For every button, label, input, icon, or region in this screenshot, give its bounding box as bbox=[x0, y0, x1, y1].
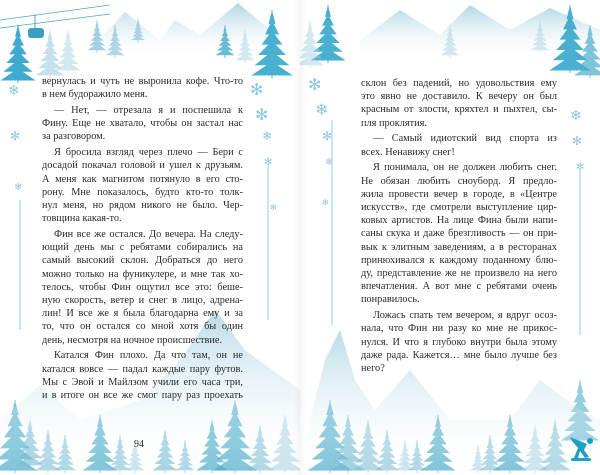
text-line: нала, что Фин ни разу ко мне не прикос- bbox=[361, 323, 557, 335]
right-page bbox=[300, 0, 600, 475]
text-line: принюхивался к каждому поданному блю- bbox=[361, 254, 557, 266]
text-line: красным от злости, кряхтел и пыхтел, сы- bbox=[361, 104, 557, 116]
paragraph bbox=[42, 146, 243, 225]
svg-text:❄: ❄ bbox=[315, 102, 329, 119]
text-line: Ложась спать тем вечером, я вдруг осоз- bbox=[373, 310, 557, 322]
svg-text:✻: ✻ bbox=[270, 203, 277, 212]
text-line: — Самый идиотский вид спорта из bbox=[373, 133, 557, 145]
svg-text:❄: ❄ bbox=[325, 157, 334, 168]
svg-text:❄: ❄ bbox=[14, 182, 23, 193]
svg-text:❄: ❄ bbox=[262, 129, 273, 143]
text-line: можно только на фуникулере, и мне так хо- bbox=[42, 268, 243, 280]
text-line: катался вовсе — падал каждые пару футов. bbox=[42, 363, 243, 375]
page-number: 94 bbox=[134, 439, 144, 450]
text-line: жила провести вечер в городе, в «Центре bbox=[361, 188, 557, 200]
text-line: ную скорость, ветер и снег в лицо, адрена- bbox=[42, 295, 243, 307]
text-line: саны скука и даже брезгливость — он при- bbox=[361, 228, 557, 240]
paragraph bbox=[361, 161, 557, 306]
paragraph bbox=[361, 309, 557, 375]
text-line: рону. Мне показалось, будто кто-то толк- bbox=[42, 186, 243, 198]
text-line: даже рада. Кажется… мне было лучше без bbox=[361, 349, 557, 361]
right-page-text bbox=[361, 77, 557, 378]
text-line: вернулась и чуть не выронила кофе. Что-то bbox=[42, 76, 243, 87]
text-line: Я бросила взгляд через плечо — Бери с bbox=[54, 147, 243, 159]
svg-text:❄: ❄ bbox=[570, 109, 582, 124]
text-line: нул меня, но рядом никого не было. Чер- bbox=[42, 200, 243, 212]
text-line: то, что он остался со мной хотя бы один bbox=[42, 321, 243, 333]
text-line: Фин все же остался. До вечера. На следу- bbox=[54, 229, 243, 241]
paragraph bbox=[361, 132, 557, 158]
text-line: и в итоге он все же смог пару раз проехать bbox=[42, 390, 243, 402]
text-line: ковых артистов. На лице Фина были напи- bbox=[361, 215, 557, 227]
text-line: пля проклятия. bbox=[361, 117, 427, 129]
text-line: вык к элитным заведениям, а в ресторанах bbox=[361, 241, 557, 253]
svg-text:✻: ✻ bbox=[250, 82, 264, 99]
text-line: склон без падений, но удовольствия ему bbox=[361, 78, 557, 89]
text-line: — Нет, — отрезала я и поспешила к bbox=[54, 105, 243, 116]
paragraph bbox=[42, 75, 243, 101]
text-line: искусств», где смотрели выступление цир- bbox=[361, 202, 557, 214]
text-line: понравилось. bbox=[361, 294, 420, 306]
paragraph bbox=[42, 104, 243, 144]
svg-text:✻: ✻ bbox=[264, 157, 273, 168]
left-page-text bbox=[42, 75, 243, 405]
text-line: всех. Ненавижу снег! bbox=[361, 146, 455, 158]
text-line: лин! И все же я была благодарна ему и за bbox=[42, 308, 243, 320]
text-line: него? bbox=[361, 363, 385, 375]
svg-text:✻: ✻ bbox=[322, 198, 329, 207]
text-line: А меня как магнитом потянуло в его сто- bbox=[42, 173, 243, 185]
paragraph bbox=[42, 228, 243, 347]
svg-text:✻: ✻ bbox=[322, 129, 333, 143]
text-line: досадой покачал головой и ушел к друзьям. bbox=[42, 160, 243, 172]
paragraph bbox=[361, 77, 557, 130]
svg-text:✻: ✻ bbox=[308, 77, 322, 94]
text-line: товщина какая-то. bbox=[42, 213, 122, 225]
text-line: ющий день мы с ребятами собирались на bbox=[42, 242, 243, 254]
text-line: впечатления. А вот мне с ребятами очень bbox=[361, 281, 557, 293]
text-line: Мы с Эвой и Майлзом учили его часа три, bbox=[42, 376, 243, 388]
text-line: ду, представление же не произвело на него bbox=[361, 268, 557, 280]
text-line: это явно не доставило. К вечеру он был bbox=[361, 91, 557, 103]
paragraph bbox=[42, 349, 243, 402]
text-line: самый высокий склон. Добраться до него bbox=[42, 255, 243, 267]
text-line: Я понимала, он не должен любить снег. bbox=[373, 162, 557, 174]
text-line: в нем будоражило меня. bbox=[42, 89, 148, 101]
svg-text:❄: ❄ bbox=[8, 84, 20, 99]
text-line: Катался Фин плохо. Да что там, он не bbox=[54, 350, 243, 362]
svg-text:✻: ✻ bbox=[10, 129, 21, 143]
text-line: нулся. И что я глубоко внутри была этому bbox=[361, 336, 557, 348]
text-line: за разговором. bbox=[42, 131, 106, 143]
text-line: день, несмотря на ночное происшествие. bbox=[42, 334, 223, 346]
gutter-shadow bbox=[300, 0, 306, 475]
svg-text:✻: ✻ bbox=[576, 162, 585, 173]
svg-text:✻: ✻ bbox=[572, 134, 583, 148]
text-line: телось, чтобы Фин ощутил все это: беше- bbox=[42, 281, 243, 293]
text-line: Фину. Еще не хватало, чтобы он застал нас bbox=[42, 118, 243, 130]
text-line: Не обязан любить сноуборд. Я предло- bbox=[361, 175, 557, 187]
svg-text:✻: ✻ bbox=[255, 107, 269, 124]
